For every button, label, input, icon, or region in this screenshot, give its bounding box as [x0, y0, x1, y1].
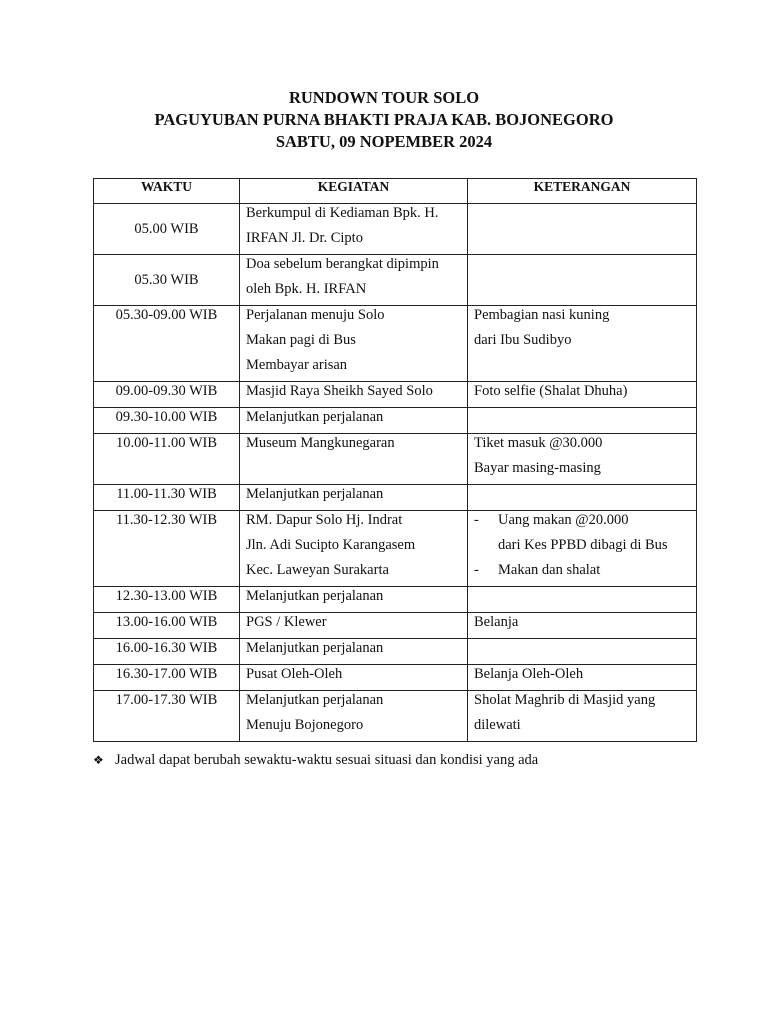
document-title	[0, 87, 768, 153]
dash-marker: -	[474, 562, 479, 578]
time-cell	[94, 306, 240, 382]
notes-dash-line	[474, 561, 690, 586]
table-row	[94, 511, 697, 587]
activity-line: Berkumpul di Kediaman Bpk. H.	[246, 205, 439, 221]
notes-line: dari Kes PPBD dibagi di Bus	[498, 537, 668, 553]
time-cell	[94, 382, 240, 408]
notes-cell	[468, 587, 697, 613]
time-text: 09.30-10.00 WIB	[115, 409, 218, 425]
time-text: 12.30-13.00 WIB	[115, 588, 218, 604]
activity-cell	[240, 691, 468, 742]
notes-cell	[468, 204, 697, 255]
notes-line: Bayar masing-masing	[474, 460, 601, 476]
activity-line: Pusat Oleh-Oleh	[246, 666, 343, 682]
time-text: 10.00-11.00 WIB	[115, 435, 218, 451]
activity-line: Jln. Adi Sucipto Karangasem	[246, 537, 416, 553]
notes-line: dilewati	[474, 717, 521, 733]
notes-line: Pembagian nasi kuning	[474, 307, 610, 323]
time-cell	[94, 255, 240, 306]
notes-line: Belanja Oleh-Oleh	[474, 666, 584, 682]
title-line-1: RUNDOWN TOUR SOLO	[288, 88, 480, 107]
time-text: 11.00-11.30 WIB	[116, 486, 217, 502]
activity-cell	[240, 613, 468, 639]
time-cell	[94, 434, 240, 485]
activity-line: Melanjutkan perjalanan	[246, 640, 384, 656]
activity-cell	[240, 382, 468, 408]
activity-cell	[240, 306, 468, 382]
time-cell	[94, 639, 240, 665]
activity-line: Masjid Raya Sheikh Sayed Solo	[246, 383, 433, 399]
time-cell	[94, 204, 240, 255]
activity-line: Makan pagi di Bus	[246, 332, 356, 348]
activity-line: Melanjutkan perjalanan	[246, 486, 384, 502]
table-row	[94, 204, 697, 255]
activity-line: Menuju Bojonegoro	[246, 717, 364, 733]
activity-line: Melanjutkan perjalanan	[246, 588, 384, 604]
activity-cell	[240, 434, 468, 485]
diamond-bullet-icon: ❖	[93, 753, 104, 767]
table-row	[94, 382, 697, 408]
notes-cell	[468, 485, 697, 511]
activity-cell	[240, 639, 468, 665]
activity-line: Perjalanan menuju Solo	[246, 307, 385, 323]
time-text: 13.00-16.00 WIB	[115, 614, 218, 630]
table-row	[94, 255, 697, 306]
activity-line: Museum Mangkunegaran	[246, 435, 395, 451]
activity-line: PGS / Klewer	[246, 614, 327, 630]
time-text: 09.00-09.30 WIB	[115, 383, 218, 399]
table-body	[94, 204, 697, 742]
activity-line: Kec. Laweyan Surakarta	[246, 562, 389, 578]
activity-cell	[240, 485, 468, 511]
table-row	[94, 613, 697, 639]
title-line-3: SABTU, 09 NOPEMBER 2024	[275, 132, 493, 151]
activity-line: IRFAN Jl. Dr. Cipto	[246, 230, 363, 246]
notes-cell	[468, 382, 697, 408]
notes-line: Tiket masuk @30.000	[474, 435, 603, 451]
time-text: 11.30-12.30 WIB	[115, 512, 218, 528]
notes-cell	[468, 408, 697, 434]
table-row	[94, 306, 697, 382]
activity-line: RM. Dapur Solo Hj. Indrat	[246, 512, 403, 528]
notes-line: Uang makan @20.000	[498, 512, 629, 528]
activity-cell	[240, 204, 468, 255]
notes-cell	[468, 691, 697, 742]
header-kegiatan: KEGIATAN	[240, 179, 468, 204]
notes-line: dari Ibu Sudibyo	[474, 332, 572, 348]
table-row	[94, 587, 697, 613]
notes-line: Belanja	[474, 614, 519, 630]
time-text: 17.00-17.30 WIB	[115, 692, 218, 708]
time-cell	[94, 408, 240, 434]
time-text: 05.30-09.00 WIB	[115, 307, 218, 323]
time-cell	[94, 665, 240, 691]
notes-cell	[468, 434, 697, 485]
table-row	[94, 665, 697, 691]
time-cell	[94, 511, 240, 587]
notes-line: Sholat Maghrib di Masjid yang	[474, 692, 656, 708]
table-row	[94, 408, 697, 434]
time-text: 05.30 WIB	[134, 272, 199, 288]
activity-cell	[240, 408, 468, 434]
footer-text: Jadwal dapat berubah sewaktu-waktu sesuai situasi dan kondisi yang ada	[115, 752, 539, 768]
time-text: 05.00 WIB	[134, 221, 199, 237]
activity-line: Membayar arisan	[246, 357, 348, 373]
activity-line: Melanjutkan perjalanan	[246, 409, 384, 425]
title-line-2: PAGUYUBAN PURNA BHAKTI PRAJA KAB. BOJONEGORO	[154, 110, 614, 129]
notes-cell	[468, 639, 697, 665]
header-keterangan: KETERANGAN	[468, 179, 697, 204]
dash-marker: -	[474, 512, 479, 528]
time-text: 16.00-16.30 WIB	[115, 640, 218, 656]
activity-cell	[240, 255, 468, 306]
time-text: 16.30-17.00 WIB	[115, 666, 218, 682]
time-cell	[94, 691, 240, 742]
header-waktu: WAKTU	[94, 179, 240, 204]
notes-line: Makan dan shalat	[498, 562, 601, 578]
notes-line: Foto selfie (Shalat Dhuha)	[474, 383, 628, 399]
footer-note	[93, 751, 538, 769]
time-cell	[94, 613, 240, 639]
rundown-table	[93, 178, 697, 742]
notes-dash-line	[474, 511, 690, 536]
table-row	[94, 691, 697, 742]
activity-cell	[240, 587, 468, 613]
notes-cell	[468, 255, 697, 306]
table-row	[94, 485, 697, 511]
activity-line: oleh Bpk. H. IRFAN	[246, 281, 367, 297]
table-row	[94, 434, 697, 485]
notes-cell	[468, 306, 697, 382]
activity-line: Doa sebelum berangkat dipimpin	[246, 256, 439, 272]
notes-cell	[468, 613, 697, 639]
time-cell	[94, 587, 240, 613]
activity-line: Melanjutkan perjalanan	[246, 692, 384, 708]
table-header-row	[94, 179, 697, 204]
time-cell	[94, 485, 240, 511]
notes-dash-line	[474, 536, 690, 561]
notes-cell	[468, 511, 697, 587]
notes-cell	[468, 665, 697, 691]
activity-cell	[240, 665, 468, 691]
activity-cell	[240, 511, 468, 587]
table-row	[94, 639, 697, 665]
